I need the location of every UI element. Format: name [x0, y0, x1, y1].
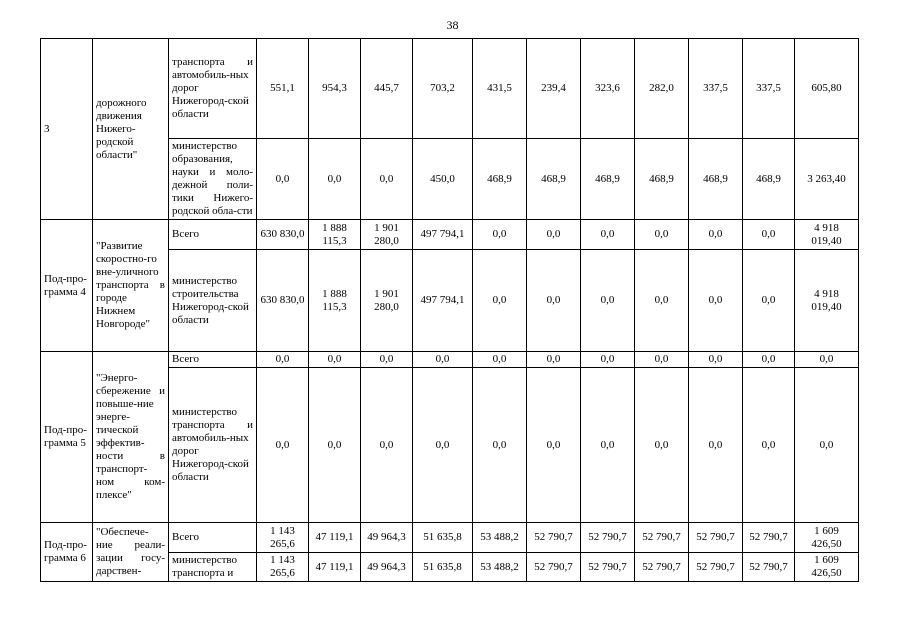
value-cell: 0,0 — [581, 368, 635, 523]
value-cell: 52 790,7 — [689, 553, 743, 582]
value-cell: 1 901 280,0 — [361, 250, 413, 352]
value-cell: 0,0 — [257, 352, 309, 368]
value-cell: 337,5 — [689, 39, 743, 139]
value-cell: 0,0 — [743, 368, 795, 523]
value-cell: 450,0 — [413, 139, 473, 220]
value-cell: 0,0 — [743, 220, 795, 250]
value-cell: 0,0 — [309, 139, 361, 220]
value-cell: 630 830,0 — [257, 250, 309, 352]
value-cell: 0,0 — [689, 352, 743, 368]
value-cell: 468,9 — [473, 139, 527, 220]
value-cell: 0,0 — [527, 220, 581, 250]
executor-cell: Всего — [169, 220, 257, 250]
value-cell: 0,0 — [635, 220, 689, 250]
total-cell: 0,0 — [795, 352, 859, 368]
total-cell: 1 609 426,50 — [795, 553, 859, 582]
page-number: 38 — [446, 18, 459, 32]
value-cell: 53 488,2 — [473, 553, 527, 582]
value-cell: 0,0 — [689, 368, 743, 523]
value-cell: 0,0 — [743, 250, 795, 352]
table-row — [41, 39, 859, 139]
value-cell: 0,0 — [473, 368, 527, 523]
value-cell: 468,9 — [635, 139, 689, 220]
value-cell: 52 790,7 — [635, 523, 689, 553]
value-cell: 954,3 — [309, 39, 361, 139]
value-cell: 0,0 — [581, 250, 635, 352]
value-cell: 0,0 — [473, 352, 527, 368]
value-cell: 0,0 — [361, 139, 413, 220]
value-cell: 0,0 — [635, 250, 689, 352]
value-cell: 468,9 — [689, 139, 743, 220]
value-cell: 0,0 — [473, 250, 527, 352]
executor-cell: министерство образования, науки и моло-дежной поли-тики Нижего-родской обла-сти — [169, 139, 257, 220]
table-row — [41, 523, 859, 553]
executor-cell: Всего — [169, 523, 257, 553]
value-cell: 0,0 — [257, 368, 309, 523]
executor-cell: Всего — [169, 352, 257, 368]
value-cell: 51 635,8 — [413, 553, 473, 582]
value-cell: 468,9 — [527, 139, 581, 220]
value-cell: 0,0 — [361, 368, 413, 523]
value-cell: 1 143 265,6 — [257, 553, 309, 582]
value-cell: 0,0 — [581, 220, 635, 250]
value-cell: 0,0 — [689, 250, 743, 352]
value-cell: 703,2 — [413, 39, 473, 139]
value-cell: 497 794,1 — [413, 220, 473, 250]
value-cell: 49 964,3 — [361, 523, 413, 553]
value-cell: 1 888 115,3 — [309, 250, 361, 352]
budget-table — [40, 38, 859, 582]
program-name-cell: дорожного движения Нижего-родской области" — [93, 39, 169, 220]
value-cell: 0,0 — [581, 352, 635, 368]
value-cell: 0,0 — [473, 220, 527, 250]
value-cell: 52 790,7 — [581, 553, 635, 582]
value-cell: 431,5 — [473, 39, 527, 139]
value-cell: 49 964,3 — [361, 553, 413, 582]
program-name-cell: "Развитие скоростно-го вне-уличного транспорта в городе Нижнем Новгороде" — [93, 220, 169, 352]
table-row — [41, 220, 859, 250]
value-cell: 0,0 — [413, 352, 473, 368]
value-cell: 52 790,7 — [527, 523, 581, 553]
value-cell: 337,5 — [743, 39, 795, 139]
executor-cell: министерство строительства Нижегород-ской области — [169, 250, 257, 352]
executor-cell: транспорта и автомобиль-ных дорог Нижегород-ской области — [169, 39, 257, 139]
total-cell: 4 918 019,40 — [795, 220, 859, 250]
value-cell: 0,0 — [309, 352, 361, 368]
value-cell: 1 901 280,0 — [361, 220, 413, 250]
subprogram-number-cell: Под-про-грамма 5 — [41, 352, 93, 523]
value-cell: 0,0 — [743, 352, 795, 368]
program-name-cell: "Обеспече-ние реали-зации госу-дарствен- — [93, 523, 169, 582]
value-cell: 551,1 — [257, 39, 309, 139]
value-cell: 0,0 — [527, 250, 581, 352]
value-cell: 282,0 — [635, 39, 689, 139]
value-cell: 497 794,1 — [413, 250, 473, 352]
value-cell: 0,0 — [257, 139, 309, 220]
value-cell: 0,0 — [527, 368, 581, 523]
total-cell: 3 263,40 — [795, 139, 859, 220]
value-cell: 52 790,7 — [689, 523, 743, 553]
subprogram-number-cell: Под-про-грамма 6 — [41, 523, 93, 582]
value-cell: 468,9 — [581, 139, 635, 220]
value-cell: 239,4 — [527, 39, 581, 139]
value-cell: 1 888 115,3 — [309, 220, 361, 250]
total-cell: 1 609 426,50 — [795, 523, 859, 553]
value-cell: 47 119,1 — [309, 523, 361, 553]
subprogram-number-cell: Под-про-грамма 4 — [41, 220, 93, 352]
value-cell: 0,0 — [635, 352, 689, 368]
value-cell: 0,0 — [361, 352, 413, 368]
total-cell: 0,0 — [795, 368, 859, 523]
value-cell: 52 790,7 — [743, 523, 795, 553]
value-cell: 51 635,8 — [413, 523, 473, 553]
value-cell: 0,0 — [309, 368, 361, 523]
value-cell: 52 790,7 — [635, 553, 689, 582]
total-cell: 605,80 — [795, 39, 859, 139]
value-cell: 0,0 — [527, 352, 581, 368]
value-cell: 1 143 265,6 — [257, 523, 309, 553]
value-cell: 52 790,7 — [743, 553, 795, 582]
executor-cell: министерство транспорта и — [169, 553, 257, 582]
value-cell: 0,0 — [413, 368, 473, 523]
value-cell: 468,9 — [743, 139, 795, 220]
value-cell: 0,0 — [689, 220, 743, 250]
value-cell: 0,0 — [635, 368, 689, 523]
value-cell: 630 830,0 — [257, 220, 309, 250]
value-cell: 52 790,7 — [527, 553, 581, 582]
program-name-cell: "Энерго-сбережение и повыше-ние энерге-тической эффектив-ности в транспорт-ном ком-плексе" — [93, 352, 169, 523]
table-row — [41, 352, 859, 368]
value-cell: 323,6 — [581, 39, 635, 139]
value-cell: 53 488,2 — [473, 523, 527, 553]
total-cell: 4 918 019,40 — [795, 250, 859, 352]
value-cell: 47 119,1 — [309, 553, 361, 582]
value-cell: 52 790,7 — [581, 523, 635, 553]
executor-cell: министерство транспорта и автомобиль-ных дорог Нижегород-ской области — [169, 368, 257, 523]
value-cell: 445,7 — [361, 39, 413, 139]
row-number-cell: 3 — [41, 39, 93, 220]
